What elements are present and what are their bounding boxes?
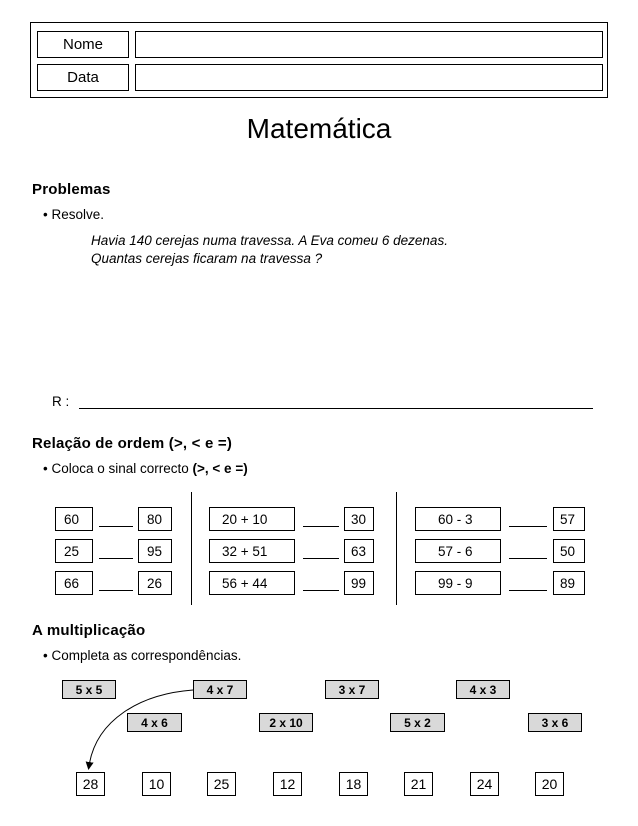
compare-right-box: 89 (553, 571, 585, 595)
multiplication-box[interactable]: 5 x 5 (62, 680, 116, 699)
problem-text-line1: Havia 140 cerejas numa travessa. A Eva comeu 6 dezenas. (91, 233, 448, 248)
answer-box[interactable]: 10 (142, 772, 171, 796)
instruction-resolve: • Resolve. (43, 207, 105, 222)
compare-right-box: 26 (138, 571, 172, 595)
section-multiplicacao-title: A multiplicação (32, 622, 146, 639)
name-label: Nome (37, 31, 129, 58)
compare-left-box: 57 - 6 (415, 539, 501, 563)
compare-left-box: 60 (55, 507, 93, 531)
compare-left-box: 66 (55, 571, 93, 595)
multiplication-box[interactable]: 3 x 6 (528, 713, 582, 732)
answer-box[interactable]: 20 (535, 772, 564, 796)
compare-left-box: 56 + 44 (209, 571, 295, 595)
multiplication-box[interactable]: 4 x 6 (127, 713, 182, 732)
answer-box[interactable]: 18 (339, 772, 368, 796)
page-title: Matemática (246, 113, 392, 144)
multiplication-box[interactable]: 5 x 2 (390, 713, 445, 732)
instruction-correspondencias: • Completa as correspondências. (43, 648, 242, 663)
compare-left-box: 60 - 3 (415, 507, 501, 531)
answer-box[interactable]: 21 (404, 772, 433, 796)
instruction-sinal-symbols: (>, < e =) (192, 461, 248, 476)
compare-left-box: 20 + 10 (209, 507, 295, 531)
compare-right-box: 63 (344, 539, 374, 563)
compare-right-box: 95 (138, 539, 172, 563)
compare-right-box: 30 (344, 507, 374, 531)
multiplication-box[interactable]: 3 x 7 (325, 680, 379, 699)
multiplication-box[interactable]: 4 x 7 (193, 680, 247, 699)
multiplication-box[interactable]: 2 x 10 (259, 713, 313, 732)
date-label: Data (37, 64, 129, 91)
compare-left-box: 99 - 9 (415, 571, 501, 595)
compare-left-box: 32 + 51 (209, 539, 295, 563)
answer-box[interactable]: 28 (76, 772, 105, 796)
answer-box[interactable]: 12 (273, 772, 302, 796)
compare-right-box: 57 (553, 507, 585, 531)
section-problemas-title: Problemas (32, 181, 111, 198)
compare-left-box: 25 (55, 539, 93, 563)
section-ordem-title: Relação de ordem (>, < e =) (32, 435, 233, 452)
answer-box[interactable]: 24 (470, 772, 499, 796)
answer-box[interactable]: 25 (207, 772, 236, 796)
problem-text-line2: Quantas cerejas ficaram na travessa ? (91, 251, 323, 266)
compare-right-box: 99 (344, 571, 374, 595)
instruction-sinal-text: • Coloca o sinal correcto (43, 461, 193, 476)
compare-right-box: 80 (138, 507, 172, 531)
multiplication-box[interactable]: 4 x 3 (456, 680, 510, 699)
compare-right-box: 50 (553, 539, 585, 563)
answer-label: R : (52, 394, 70, 409)
